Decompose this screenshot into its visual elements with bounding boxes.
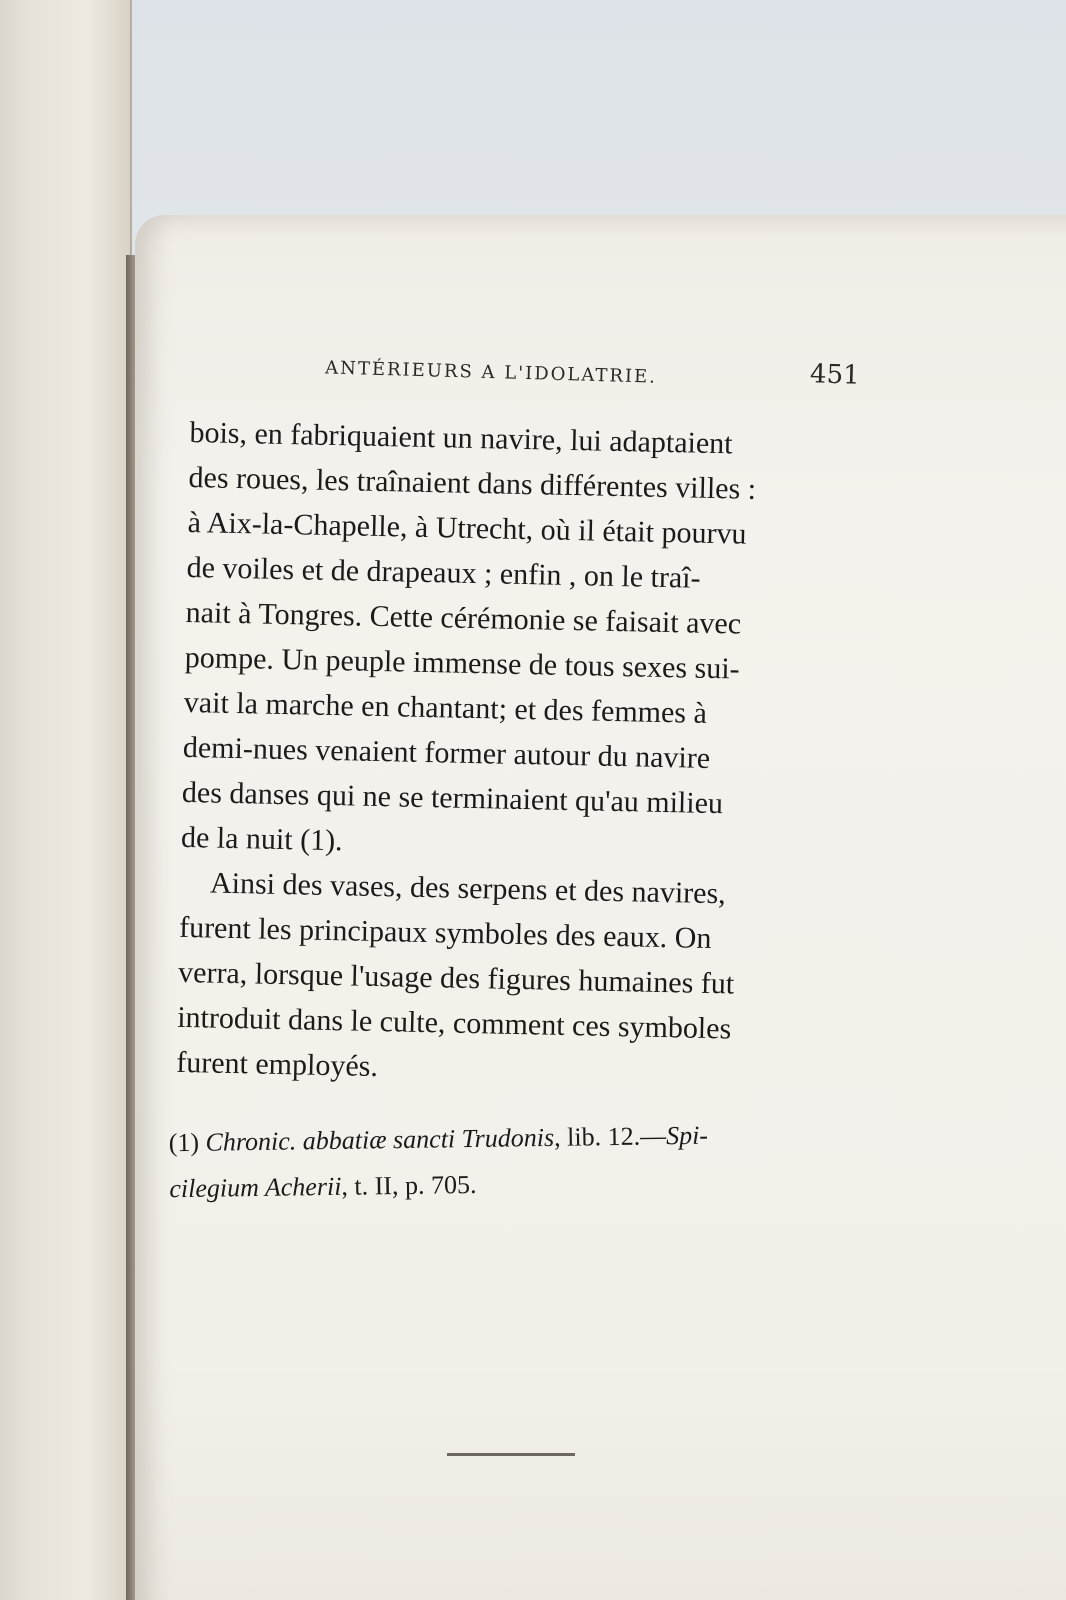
body-line: vait la marche en chantant; et des femmes à	[183, 685, 708, 730]
body-text	[176, 410, 890, 1100]
paragraph-line: introduit dans le culte, comment ces symboles	[176, 1000, 732, 1046]
paragraph-line: Ainsi des vases, des serpens et des navires,	[209, 866, 727, 911]
footnote-ref2: , t. II, p. 705.	[341, 1169, 477, 1201]
right-page	[135, 215, 1066, 1600]
footnote-work2-part2: cilegium Acherii	[169, 1171, 342, 1204]
page-number: 451	[809, 359, 861, 391]
running-head: ANTÉRIEURS A L'IDOLATRIE.	[324, 357, 658, 388]
footnote-work2-part1: Spi-	[665, 1120, 709, 1151]
footnote	[168, 1110, 919, 1212]
body-line: de la nuit (1).	[180, 820, 343, 858]
left-facing-page	[0, 0, 132, 1600]
body-line: de voiles et de drapeaux ; enfin , on le traî-	[186, 550, 701, 595]
paragraph-line: furent les principaux symboles des eaux. On	[178, 910, 712, 956]
body-line: des roues, les traînaient dans différentes villes :	[188, 460, 757, 506]
body-line: pompe. Un peuple immense de tous sexes sui-	[184, 640, 740, 686]
body-line: nait à Tongres. Cette cérémonie se faisait avec	[185, 595, 742, 641]
body-line: à Aix-la-Chapelle, à Utrecht, où il était pourvu	[187, 505, 747, 551]
body-line: demi-nues venaient former autour du navire	[182, 730, 711, 775]
paragraph-line: verra, lorsque l'usage des figures humaines fut	[177, 955, 735, 1001]
footnote-work: Chronic. abbatiæ sancti Trudonis	[205, 1122, 555, 1157]
end-rule	[447, 1453, 575, 1456]
body-line: bois, en fabriquaient un navire, lui adaptaient	[189, 415, 733, 461]
body-line: des danses qui ne se terminaient qu'au milieu	[181, 775, 724, 821]
footnote-line-2	[169, 1156, 920, 1212]
paragraph-line: furent employés.	[175, 1045, 379, 1084]
footnote-marker: (1)	[168, 1127, 200, 1158]
footnote-ref: , lib. 12.—	[553, 1121, 667, 1152]
